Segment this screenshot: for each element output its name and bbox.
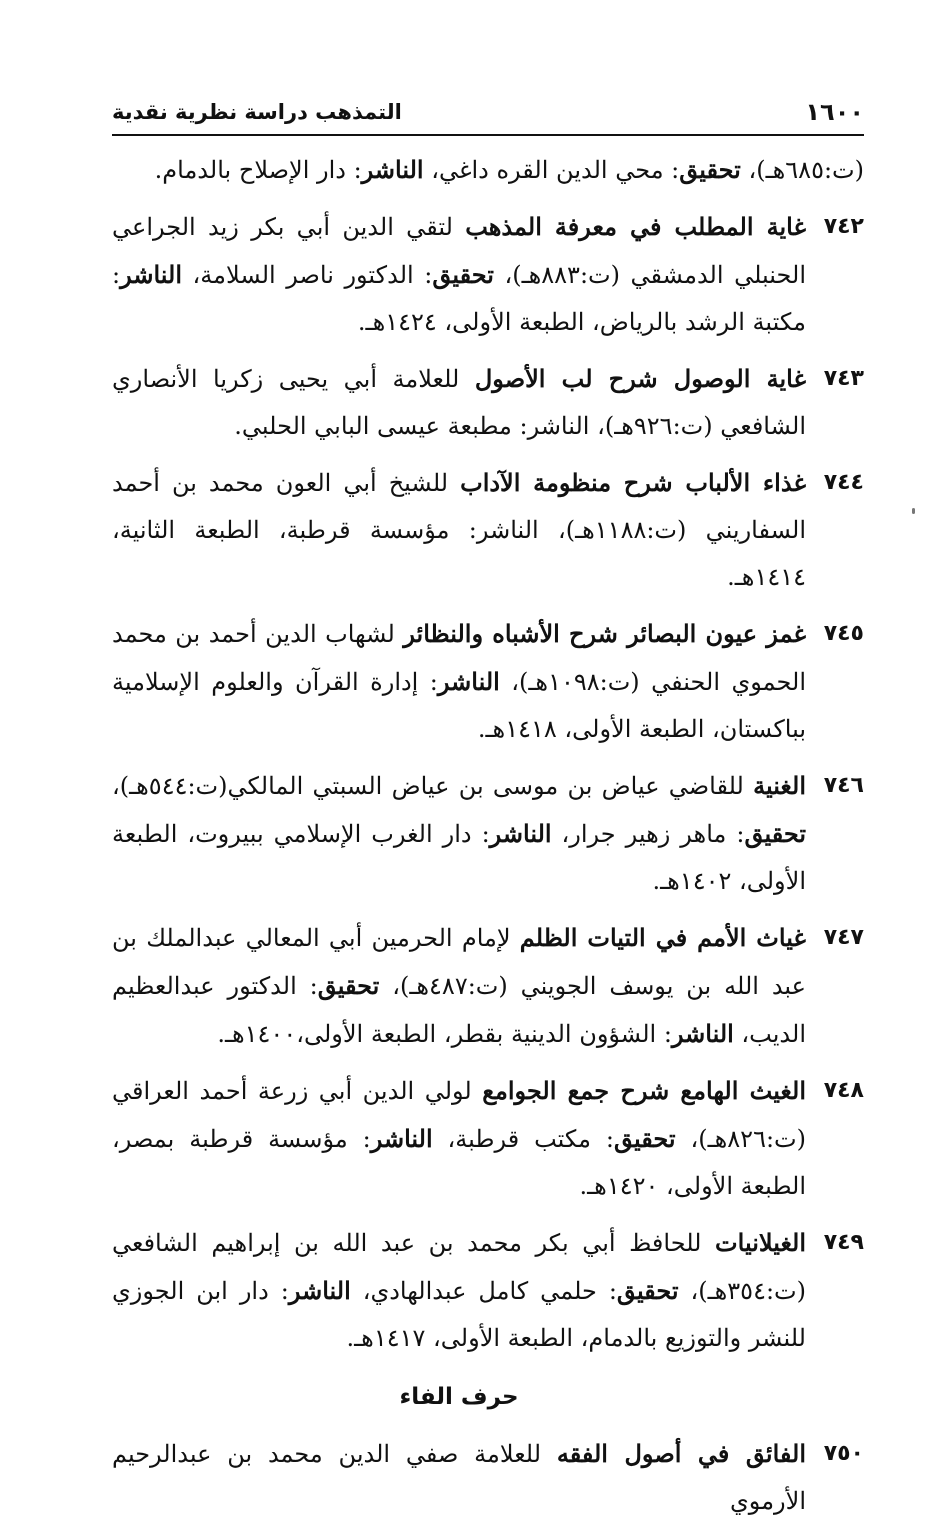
- entry-text: للشيخ أبي العون محمد بن أحمد السفاريني (ت:١١٨٨هـ)، الناشر: مؤسسة قرطبة، الطبعة الثانية، ١٤١٤هـ.: [112, 469, 806, 591]
- editor-label: تحقيق: [744, 819, 807, 848]
- entry-text: للقاضي عياض بن موسى بن عياض السبتي المالكي(ت:٥٤٤هـ)،: [112, 772, 754, 800]
- entry-text: : دار ابن الجوزي للنشر والتوزيع بالدمام، الطبعة الأولى، ١٤١٧هـ.: [112, 1277, 806, 1352]
- entry-title: الفائق في أصول الفقه: [556, 1439, 806, 1468]
- entry-number: ٧٤٦: [823, 773, 864, 798]
- page-number: ١٦٠٠: [805, 98, 864, 126]
- editor-label: تحقيق: [317, 971, 380, 1000]
- bibliography-entry-744: [112, 459, 864, 601]
- entry-text: : إدارة القرآن والعلوم الإسلامية بباكستان، الطبعة الأولى، ١٤١٨هـ.: [112, 668, 806, 743]
- editor-label: تحقيق: [679, 155, 741, 184]
- publisher-label: الناشر: [671, 1019, 734, 1048]
- entry-text: : الدكتور عبدالعظيم الديب،: [112, 972, 806, 1048]
- entry-number: ٧٤٢: [823, 214, 864, 239]
- bibliography-entry-750: [112, 1430, 864, 1525]
- entry-text: (ت:٦٨٥هـ)،: [740, 156, 864, 184]
- publisher-label: الناشر: [437, 667, 500, 696]
- bibliography-entry-745: [112, 610, 864, 753]
- entry-text: : الدكتور ناصر السلامة،: [181, 261, 433, 289]
- entry-text: : مكتب قرطبة،: [432, 1125, 614, 1153]
- entry-text: : محي الدين القره داغي،: [423, 156, 680, 184]
- bibliography-list: [112, 146, 864, 1525]
- editor-label: تحقيق: [614, 1124, 676, 1153]
- entry-text: لشهاب الدين أحمد بن محمد الحموي الحنفي (ت:١٠٩٨هـ)،: [112, 620, 806, 696]
- entry-text: : ماهر زهير جرار،: [551, 820, 745, 848]
- entry-text: لإمام الحرمين أبي المعالي عبدالملك بن عبد الله بن يوسف الجويني (ت:٤٨٧هـ)،: [112, 924, 806, 1000]
- entry-title: غمز عيون البصائر شرح الأشباه والنظائر: [403, 619, 806, 648]
- bibliography-entry-742: [112, 203, 864, 346]
- entry-text: : دار الإصلاح بالدمام.: [154, 156, 362, 184]
- publisher-label: الناشر: [120, 260, 182, 289]
- entry-number: ٧٤٧: [823, 925, 864, 950]
- publisher-label: الناشر: [361, 155, 424, 184]
- section-heading: حرف الفاء: [399, 1384, 519, 1410]
- entry-text: للعلامة صفي الدين محمد بن عبدالرحيم الأرموي: [112, 1440, 806, 1515]
- entry-text: للعلامة أبي يحيى زكريا الأنصاري الشافعي (ت:٩٢٦هـ)، الناشر: مطبعة عيسى البابي الحلبي.: [112, 365, 806, 440]
- entry-text: لتقي الدين أبي بكر زيد الجراعي الحنبلي الدمشقي (ت:٨٨٣هـ)،: [112, 213, 806, 289]
- running-title: التمذهب دراسة نظرية نقدية: [112, 100, 402, 124]
- entry-title: الغيلانيات: [715, 1228, 806, 1257]
- entry-title: غذاء الألباب شرح منظومة الآداب: [460, 468, 806, 497]
- scan-speck: [912, 508, 915, 514]
- entry-title: غاية المطلب في معرفة المذهب: [465, 212, 806, 241]
- entry-text: : مكتبة الرشد بالرياض، الطبعة الأولى، ١٤٢٤هـ.: [112, 261, 806, 336]
- bibliography-entry-749: [112, 1219, 864, 1362]
- publisher-label: الناشر: [489, 819, 552, 848]
- entry-title: الغيث الهامع شرح جمع الجوامع: [482, 1076, 806, 1105]
- editor-label: تحقيق: [616, 1276, 679, 1305]
- entry-text: : الشؤون الدينية بقطر، الطبعة الأولى،١٤٠٠هـ.: [217, 1020, 672, 1048]
- entry-text: : دار الغرب الإسلامي ببيروت، الطبعة الأولى، ١٤٠٢هـ.: [112, 820, 806, 895]
- page-header: [112, 98, 864, 132]
- entry-number: ٧٤٩: [823, 1230, 864, 1255]
- entry-number: ٧٤٤: [823, 470, 864, 495]
- entry-text: : مؤسسة قرطبة بمصر، الطبعة الأولى، ١٤٢٠هـ.: [112, 1125, 806, 1200]
- entry-text: : حلمي كامل عبدالهادي،: [350, 1277, 617, 1305]
- entry-title: الغنية: [753, 771, 806, 800]
- publisher-label: الناشر: [288, 1276, 351, 1305]
- continued-entry: [112, 146, 864, 194]
- entry-number: ٧٤٣: [823, 366, 864, 391]
- entry-number: ٧٤٥: [823, 621, 864, 646]
- entry-title: غياث الأمم في التيات الظلم: [519, 923, 806, 952]
- entry-title: غاية الوصول شرح لب الأصول: [474, 364, 807, 393]
- bibliography-entry-743: [112, 355, 864, 450]
- entry-number: ٧٥٠: [823, 1441, 864, 1466]
- editor-label: تحقيق: [432, 260, 494, 289]
- entry-text: لولي الدين أبي زرعة أحمد العراقي (ت:٨٢٦هـ)،: [112, 1077, 806, 1153]
- entry-number: ٧٤٨: [823, 1078, 864, 1103]
- header-divider: [112, 134, 864, 136]
- publisher-label: الناشر: [370, 1124, 433, 1153]
- bibliography-entry-746: [112, 762, 864, 905]
- bibliography-entry-748: [112, 1067, 864, 1210]
- bibliography-entry-747: [112, 914, 864, 1058]
- entry-text: للحافظ أبي بكر محمد بن عبد الله بن إبراهيم الشافعي (ت:٣٥٤هـ)،: [112, 1229, 806, 1305]
